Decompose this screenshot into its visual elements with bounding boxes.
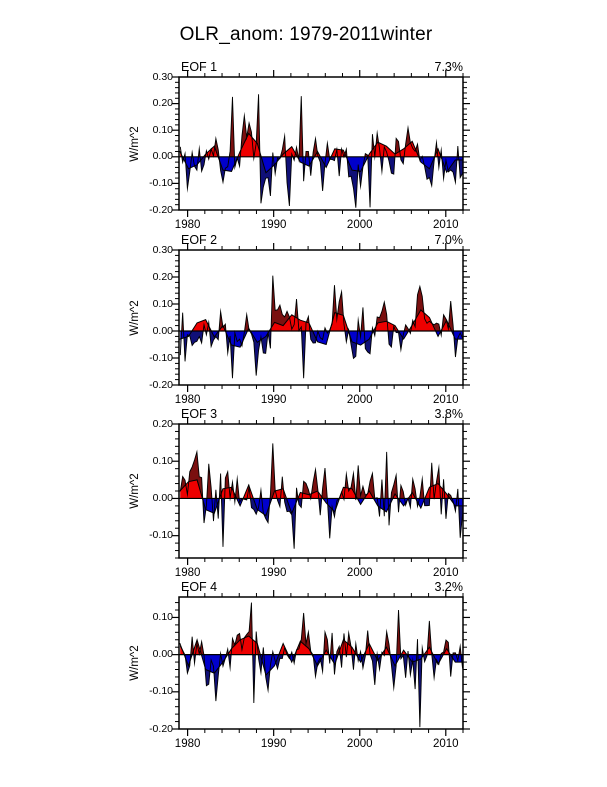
x-tick-label: 1990 (260, 567, 287, 579)
y-tick-label: 0.10 (152, 297, 173, 310)
eof-label-4: EOF 4 (181, 580, 218, 594)
variance-label-2: 7.0% (434, 233, 463, 247)
y-tick-label: -0.20 (149, 722, 173, 735)
variance-label-3: 3.8% (434, 407, 463, 421)
y-tick-label: -0.10 (149, 351, 173, 364)
y-axis-label-1: W/m^2 (129, 125, 141, 162)
y-tick-label: 0.10 (152, 610, 173, 623)
y-tick-label: 0.30 (152, 243, 173, 256)
y-tick-label: -0.20 (149, 378, 173, 391)
y-tick-label: 0.00 (152, 150, 173, 163)
x-tick-label: 2000 (346, 394, 373, 406)
panel-2-canvas (167, 238, 475, 397)
y-tick-label: -0.10 (149, 685, 173, 698)
panel-3-canvas (167, 412, 475, 570)
x-tick-label: 2010 (432, 567, 459, 579)
y-tick-label: -0.10 (149, 529, 173, 542)
y-tick-label: 0.10 (152, 123, 173, 136)
x-tick-label: 1980 (174, 219, 201, 231)
x-tick-label: 1980 (174, 394, 201, 406)
x-tick-label: 2000 (346, 738, 373, 750)
chart-title: OLR_anom: 1979-2011winter (179, 24, 433, 45)
eof-label-3: EOF 3 (181, 407, 218, 421)
y-tick-label: 0.10 (152, 454, 173, 467)
x-tick-label: 2010 (432, 738, 459, 750)
y-tick-label: -0.20 (149, 203, 173, 216)
y-axis-label-2: W/m^2 (129, 299, 141, 336)
y-tick-label: 0.00 (152, 324, 173, 337)
y-tick-label: 0.20 (152, 270, 173, 283)
x-tick-label: 1980 (174, 738, 201, 750)
y-axis-label-3: W/m^2 (129, 473, 141, 509)
x-tick-label: 2000 (346, 567, 373, 579)
x-tick-label: 2010 (432, 219, 459, 231)
x-tick-label: 1990 (260, 219, 287, 231)
x-tick-label: 1990 (260, 394, 287, 406)
x-tick-label: 2000 (346, 219, 373, 231)
variance-label-1: 7.3% (434, 60, 463, 74)
y-tick-label: 0.00 (152, 648, 173, 661)
variance-label-4: 3.2% (434, 580, 463, 594)
x-tick-label: 1980 (174, 567, 201, 579)
x-tick-label: 1990 (260, 738, 287, 750)
y-tick-label: 0.30 (152, 70, 173, 83)
y-tick-label: 0.20 (152, 97, 173, 110)
y-axis-label-4: W/m^2 (129, 645, 141, 681)
eof-label-1: EOF 1 (181, 60, 218, 74)
y-tick-label: 0.20 (152, 417, 173, 430)
eof-label-2: EOF 2 (181, 233, 218, 247)
panel-1-canvas (167, 65, 475, 222)
x-tick-label: 2010 (432, 394, 459, 406)
y-tick-label: -0.10 (149, 176, 173, 189)
y-tick-label: 0.00 (152, 491, 173, 504)
panel-4-canvas (167, 585, 475, 741)
